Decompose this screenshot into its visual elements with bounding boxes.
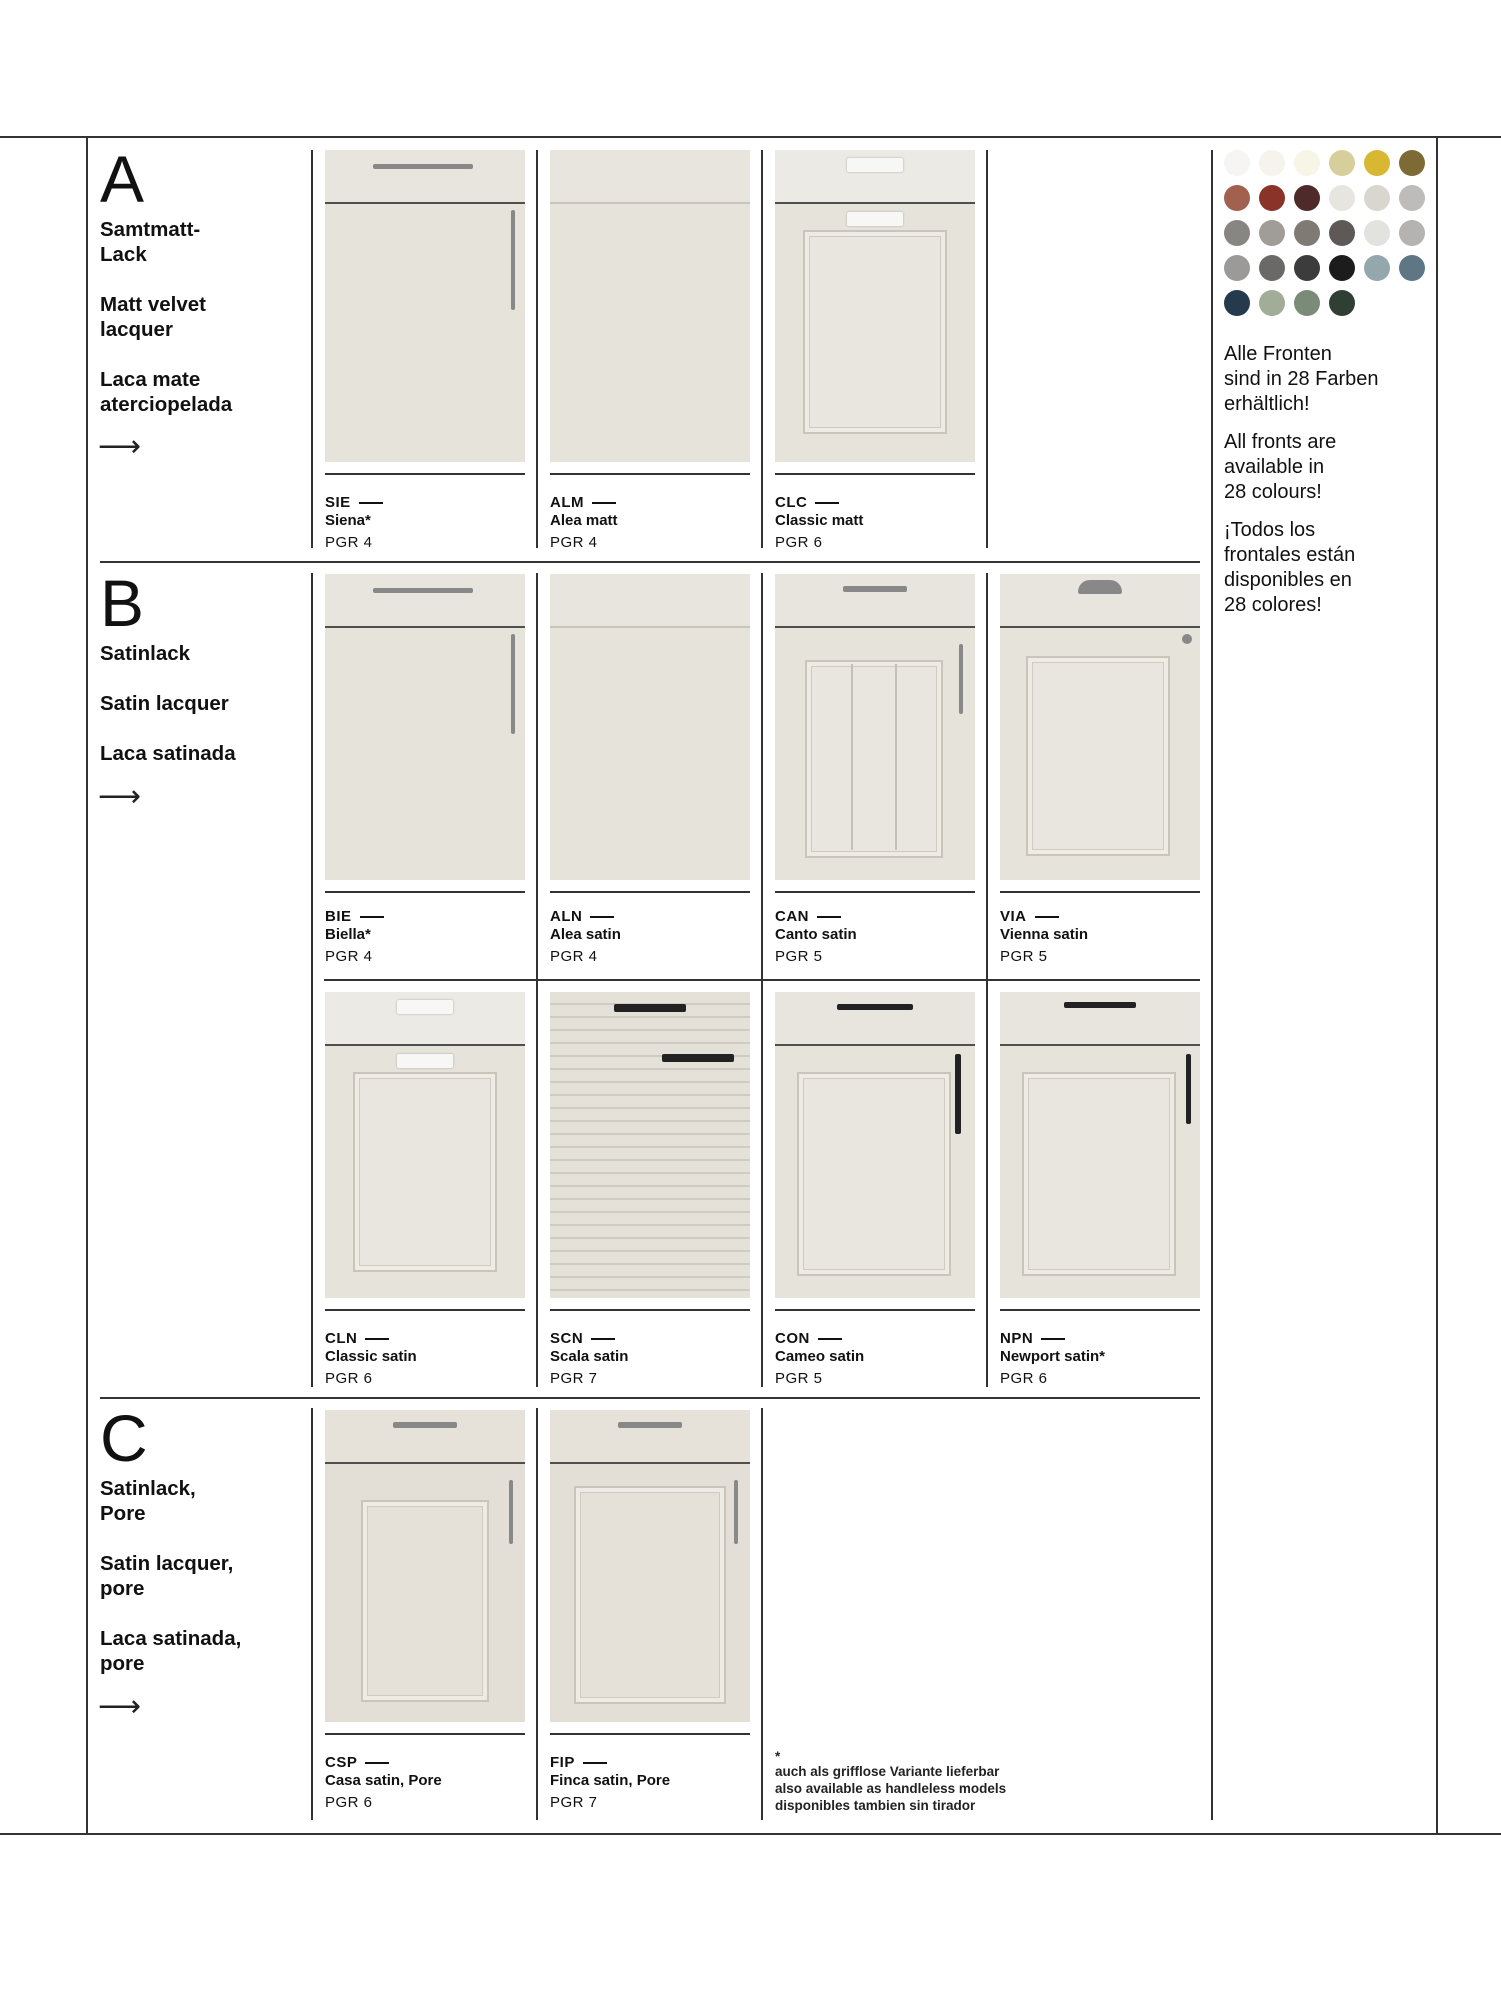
colour-swatch [1329, 290, 1355, 316]
front-card-can[interactable] [775, 574, 975, 974]
section-letter-a: A [100, 142, 145, 216]
bar-handle-icon [393, 1422, 457, 1428]
drawer-front [1000, 992, 1200, 1046]
colour-swatch [1399, 220, 1425, 246]
section-b-label-es: Laca satinada [100, 742, 236, 765]
colour-swatch [1294, 255, 1320, 281]
colour-swatch [1399, 185, 1425, 211]
caption-rule [775, 473, 975, 475]
front-code: CLN [325, 1330, 389, 1347]
col-sep [536, 1408, 538, 1820]
front-card-npn[interactable] [1000, 992, 1200, 1392]
colour-swatch [1329, 255, 1355, 281]
front-code: CON [775, 1330, 842, 1347]
colour-swatch [1259, 255, 1285, 281]
right-frame-line [1436, 136, 1438, 1834]
front-image-aln [550, 574, 750, 880]
footnote-text: auch als grifflose Variante lieferbar also available as handleless models disponibles tambien sin tirador [775, 1764, 1007, 1813]
section-a-label-en: Matt velvet lacquer [100, 293, 206, 341]
front-name: Casa satin, Pore [325, 1772, 442, 1789]
front-code: ALN [550, 908, 614, 925]
drawer-front [550, 574, 750, 628]
cup-handle-icon [843, 586, 907, 592]
front-card-aln[interactable] [550, 574, 750, 974]
knob-handle-icon [1182, 634, 1192, 644]
door-panel [805, 660, 943, 858]
section-letter-c: C [100, 1401, 148, 1475]
door-panel [797, 1072, 951, 1276]
door-panel [574, 1486, 726, 1704]
colour-swatch [1294, 220, 1320, 246]
colour-swatch [1259, 185, 1285, 211]
front-card-fip[interactable] [550, 1410, 750, 1820]
front-code: ALM [550, 494, 616, 511]
front-image-con [775, 992, 975, 1298]
section-divider-bc [100, 1397, 1200, 1399]
front-price-group: PGR 6 [325, 1370, 373, 1387]
caption-rule [775, 1309, 975, 1311]
availability-note-de: Alle Fronten sind in 28 Farben erhältlich! [1224, 343, 1379, 415]
col-sep [311, 150, 313, 548]
caption-rule [550, 891, 750, 893]
front-image-csp [325, 1410, 525, 1722]
section-b-label-de: Satinlack [100, 642, 191, 665]
drawer-front [550, 1410, 750, 1464]
caption-rule [775, 891, 975, 893]
colour-swatch [1294, 185, 1320, 211]
bar-handle-icon [734, 1480, 738, 1544]
col-sep [311, 573, 313, 1387]
availability-note-es: ¡Todos los frontales están disponibles en 28 colores! [1224, 519, 1356, 616]
knob-handle-icon [847, 158, 903, 172]
front-code: NPN [1000, 1330, 1065, 1347]
colour-swatch [1329, 150, 1355, 176]
front-price-group: PGR 7 [550, 1794, 598, 1811]
front-image-alm [550, 150, 750, 462]
bottom-rule [0, 1833, 1501, 1835]
front-image-scn [550, 992, 750, 1298]
colour-swatch [1224, 290, 1250, 316]
drawer-front [325, 574, 525, 628]
front-card-csp[interactable] [325, 1410, 525, 1820]
front-price-group: PGR 6 [775, 534, 823, 551]
knob-handle-icon [397, 1000, 453, 1014]
bar-handle-icon [373, 164, 473, 169]
front-price-group: PGR 6 [1000, 1370, 1048, 1387]
colour-swatch [1259, 220, 1285, 246]
front-name: Biella* [325, 926, 371, 943]
section-b-label-en: Satin lacquer [100, 692, 229, 715]
front-code: SIE [325, 494, 383, 511]
door-panel [353, 1072, 497, 1272]
colour-swatch [1399, 150, 1425, 176]
bar-handle-icon [1064, 1002, 1136, 1008]
front-card-con[interactable] [775, 992, 975, 1392]
front-price-group: PGR 6 [325, 1794, 373, 1811]
front-price-group: PGR 4 [325, 534, 373, 551]
shell-handle-icon [1078, 580, 1122, 594]
drawer-front [550, 150, 750, 204]
front-price-group: PGR 7 [550, 1370, 598, 1387]
door-panel [1022, 1072, 1176, 1276]
section-a-arrow-icon: ⟶ [98, 430, 142, 463]
section-c-arrow-icon: ⟶ [98, 1690, 142, 1723]
colour-swatch [1329, 220, 1355, 246]
front-code: VIA [1000, 908, 1059, 925]
front-name: Cameo satin [775, 1348, 865, 1365]
bar-handle-icon [511, 210, 515, 310]
colour-swatch [1259, 150, 1285, 176]
drawer-front [325, 1410, 525, 1464]
colour-swatch [1364, 220, 1390, 246]
front-name: Siena* [325, 512, 371, 529]
front-price-group: PGR 4 [550, 948, 598, 965]
front-card-clc[interactable] [775, 150, 975, 550]
caption-rule [550, 1733, 750, 1735]
door-panel [361, 1500, 489, 1702]
bar-handle-icon [373, 588, 473, 593]
bar-handle-icon [837, 1004, 913, 1010]
bar-handle-icon [662, 1054, 734, 1062]
caption-rule [1000, 1309, 1200, 1311]
caption-rule [550, 1309, 750, 1311]
front-image-npn [1000, 992, 1200, 1298]
colour-swatch [1364, 150, 1390, 176]
col-sep [311, 1408, 313, 1820]
front-image-fip [550, 1410, 750, 1722]
front-name: Alea matt [550, 512, 618, 529]
front-price-group: PGR 5 [1000, 948, 1048, 965]
front-image-clc [775, 150, 975, 462]
knob-handle-icon [847, 212, 903, 226]
front-price-group: PGR 5 [775, 948, 823, 965]
col-sep [761, 1408, 763, 1820]
colour-swatch [1364, 255, 1390, 281]
drawer-front [325, 150, 525, 204]
col-sep [536, 573, 538, 1387]
front-price-group: PGR 4 [550, 534, 598, 551]
colour-swatch [1259, 290, 1285, 316]
front-image-cln [325, 992, 525, 1298]
front-code: CSP [325, 1754, 389, 1771]
front-card-scn[interactable] [550, 992, 750, 1392]
drawer-front [775, 992, 975, 1046]
section-c-label-en: Satin lacquer, pore [100, 1552, 234, 1600]
col-sep [761, 573, 763, 1387]
section-a-label-es: Laca mate aterciopelada [100, 368, 233, 416]
front-card-cln[interactable] [325, 992, 525, 1392]
front-name: Newport satin* [1000, 1348, 1106, 1365]
bar-handle-icon [509, 1480, 513, 1544]
front-name: Classic satin [325, 1348, 417, 1365]
section-c-label-es: Laca satinada, pore [100, 1627, 242, 1675]
section-divider-ab [100, 561, 1200, 563]
col-sep [536, 150, 538, 548]
front-price-group: PGR 4 [325, 948, 373, 965]
col-sep [986, 573, 988, 1387]
caption-rule [550, 473, 750, 475]
section-b-arrow-icon: ⟶ [98, 780, 142, 813]
colour-swatch [1224, 150, 1250, 176]
panel-groove [851, 664, 853, 850]
bar-handle-icon [959, 644, 963, 714]
front-price-group: PGR 5 [775, 1370, 823, 1387]
knob-handle-icon [397, 1054, 453, 1068]
front-card-bie[interactable] [325, 574, 525, 974]
front-name: Finca satin, Pore [550, 1772, 671, 1789]
bar-handle-icon [1186, 1054, 1191, 1124]
front-code: SCN [550, 1330, 615, 1347]
colour-swatch [1329, 185, 1355, 211]
bar-handle-icon [618, 1422, 682, 1428]
bar-handle-icon [955, 1054, 961, 1134]
front-code: FIP [550, 1754, 607, 1771]
left-frame-line [86, 136, 88, 1834]
colour-swatch [1224, 185, 1250, 211]
section-c-label-de: Satinlack, Pore [100, 1477, 196, 1525]
front-name: Vienna satin [1000, 926, 1089, 943]
caption-rule [325, 891, 525, 893]
front-image-via [1000, 574, 1200, 880]
caption-rule [325, 473, 525, 475]
colour-swatch [1294, 290, 1320, 316]
front-card-via[interactable] [1000, 574, 1200, 974]
top-rule [0, 136, 1501, 138]
colour-swatch [1399, 255, 1425, 281]
swatch-divider-line [1211, 150, 1213, 1820]
footnote-mark: * [775, 1749, 781, 1764]
front-code: BIE [325, 908, 384, 925]
col-sep [761, 150, 763, 548]
bar-handle-icon [614, 1004, 686, 1012]
caption-rule [325, 1733, 525, 1735]
colour-swatch [1294, 150, 1320, 176]
front-name: Scala satin [550, 1348, 629, 1365]
caption-rule [1000, 891, 1200, 893]
col-sep [986, 150, 988, 548]
colour-swatch [1224, 220, 1250, 246]
front-name: Canto satin [775, 926, 857, 943]
front-image-sie [325, 150, 525, 462]
colour-swatch [1224, 255, 1250, 281]
front-card-sie[interactable] [325, 150, 525, 550]
colour-swatch [1364, 185, 1390, 211]
caption-rule [325, 1309, 525, 1311]
front-image-bie [325, 574, 525, 880]
front-name: Classic matt [775, 512, 864, 529]
front-card-alm[interactable] [550, 150, 750, 550]
door-panel [803, 230, 947, 434]
drawer-front [775, 574, 975, 628]
section-letter-b: B [100, 566, 145, 640]
panel-groove [895, 664, 897, 850]
front-image-can [775, 574, 975, 880]
bar-handle-icon [511, 634, 515, 734]
door-panel [1026, 656, 1170, 856]
front-code: CLC [775, 494, 839, 511]
front-name: Alea satin [550, 926, 621, 943]
front-code: CAN [775, 908, 841, 925]
availability-note-en: All fronts are available in 28 colours! [1224, 431, 1337, 503]
section-a-label-de: Samtmatt- Lack [100, 218, 201, 266]
